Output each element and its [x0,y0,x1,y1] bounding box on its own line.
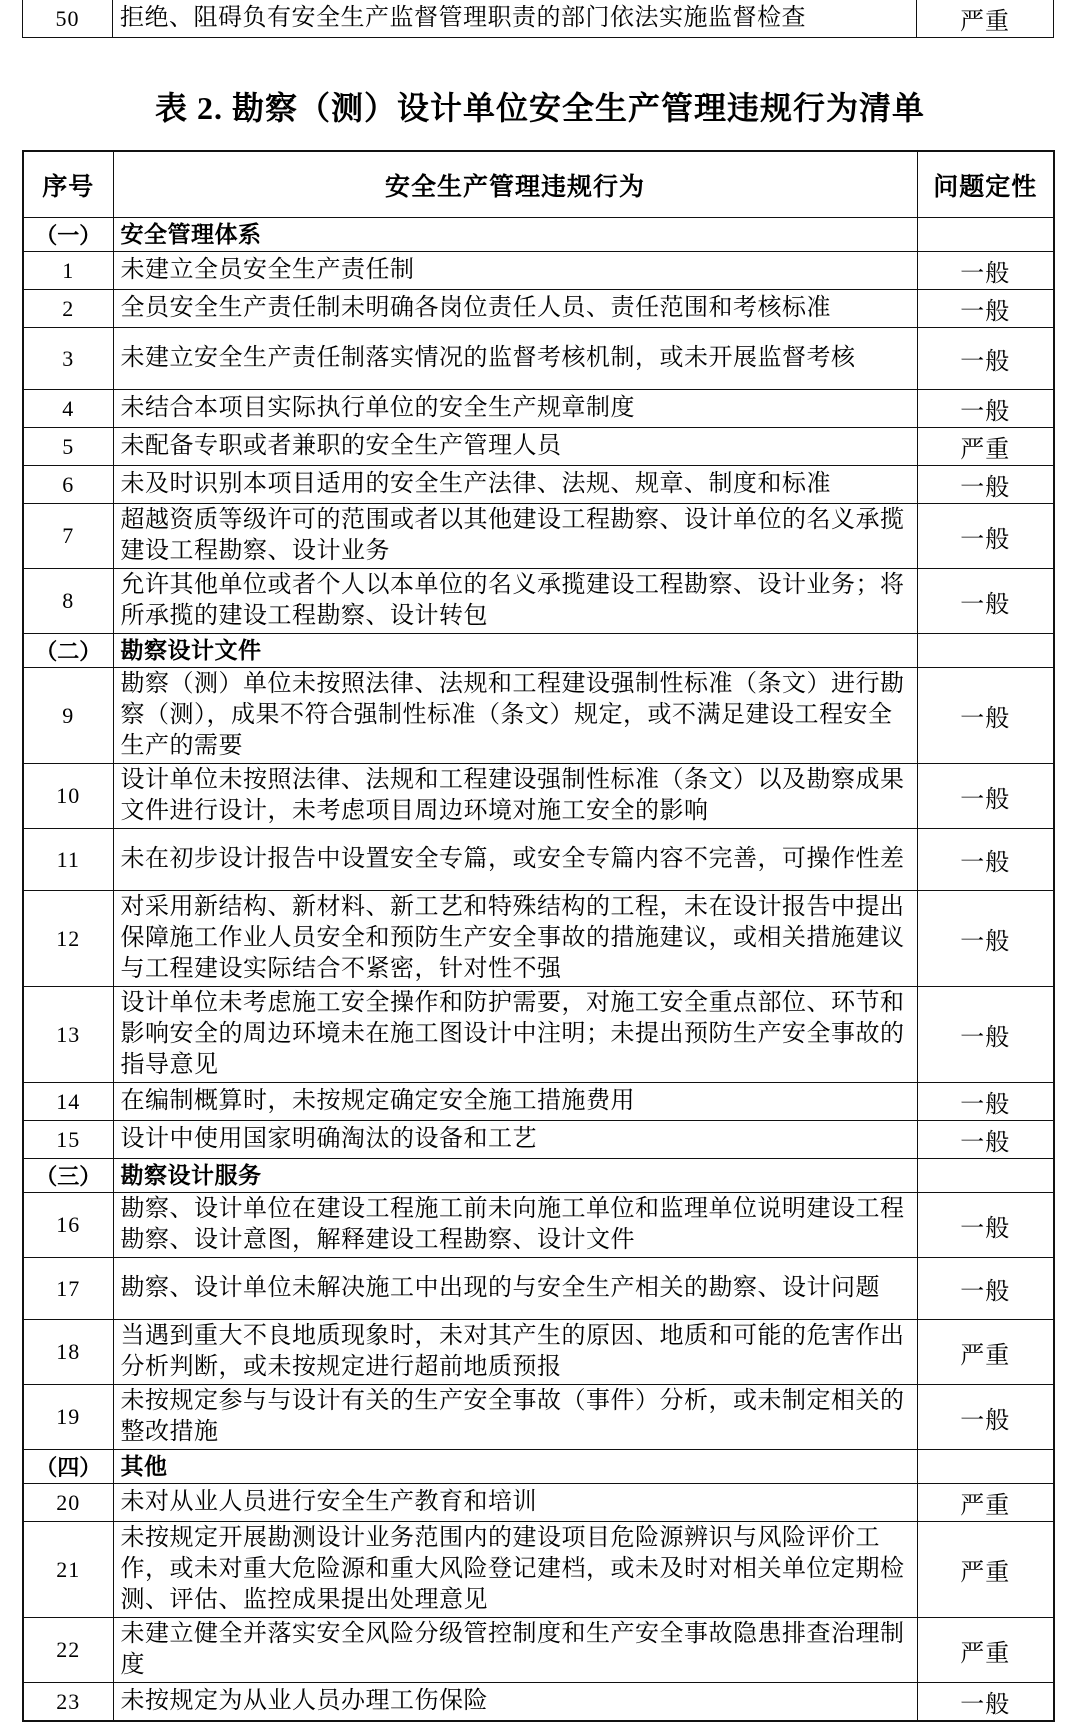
row-number-cell: （三） [23,1159,113,1193]
table-row [23,1385,1054,1450]
row-number-cell: 16 [23,1193,113,1258]
row-number-cell: 7 [23,504,113,569]
severity-cell: 一般 [917,252,1054,290]
row-number-cell: 9 [23,668,113,764]
row-number-cell: 1 [23,252,113,290]
behavior-cell: 在编制概算时，未按规定确定安全施工措施费用 [113,1083,917,1121]
behavior-cell: 未按规定参与与设计有关的生产安全事故（事件）分析，或未制定相关的整改措施 [113,1385,917,1450]
severity-cell: 一般 [917,466,1054,504]
row-number-cell: 4 [23,390,113,428]
severity-cell: 严重 [917,1320,1054,1385]
severity-cell [917,1450,1054,1484]
severity-cell: 一般 [917,1083,1054,1121]
section-row [23,218,1054,252]
row-number-cell: 5 [23,428,113,466]
behavior-cell: 勘察设计服务 [113,1159,917,1193]
behavior-cell: 勘察、设计单位未解决施工中出现的与安全生产相关的勘察、设计问题 [113,1258,917,1320]
severity-cell: 一般 [917,390,1054,428]
behavior-cell: 未结合本项目实际执行单位的安全生产规章制度 [113,390,917,428]
row-number-cell: 10 [23,764,113,829]
severity-cell: 一般 [917,987,1054,1083]
row-number-cell: 15 [23,1121,113,1159]
table-row [23,1683,1054,1722]
row-number-cell: 21 [23,1522,113,1618]
table-row [23,1258,1054,1320]
row-number-cell: 3 [23,328,113,390]
row-number-cell: 50 [23,0,113,38]
table-row [23,1121,1054,1159]
behavior-cell: 设计中使用国家明确淘汰的设备和工艺 [113,1121,917,1159]
table-row [23,0,1054,38]
behavior-cell: 超越资质等级许可的范围或者以其他建设工程勘察、设计单位的名义承揽建设工程勘察、设计业务 [113,504,917,569]
row-number-cell: 23 [23,1683,113,1722]
behavior-cell: 未建立安全生产责任制落实情况的监督考核机制，或未开展监督考核 [113,328,917,390]
table-row [23,1083,1054,1121]
table-row [23,1193,1054,1258]
page-title: 表 2. 勘察（测）设计单位安全生产管理违规行为清单 [154,90,925,126]
behavior-cell: 未按规定为从业人员办理工伤保险 [113,1683,917,1722]
behavior-cell: 未配备专职或者兼职的安全生产管理人员 [113,428,917,466]
row-number-cell: 19 [23,1385,113,1450]
carryover-table-body [23,0,1054,38]
behavior-cell: 未建立健全并落实安全风险分级管控制度和生产安全事故隐患排查治理制度 [113,1618,917,1683]
table-row [23,252,1054,290]
row-number-cell: 2 [23,290,113,328]
table-row [23,428,1054,466]
severity-cell: 一般 [917,668,1054,764]
table-row [23,569,1054,634]
severity-cell [917,1159,1054,1193]
behavior-cell: 勘察（测）单位未按照法律、法规和工程建设强制性标准（条文）进行勘察（测），成果不符合强制性标准（条文）规定，或不满足建设工程安全生产的需要 [113,668,917,764]
severity-cell: 一般 [917,1121,1054,1159]
severity-cell [917,218,1054,252]
behavior-cell: 未在初步设计报告中设置安全专篇，或安全专篇内容不完善，可操作性差 [113,829,917,891]
severity-cell: 一般 [917,290,1054,328]
main-table [22,150,1055,1722]
severity-cell: 严重 [917,0,1054,38]
severity-cell: 一般 [917,764,1054,829]
severity-cell: 一般 [917,829,1054,891]
row-number-cell: 20 [23,1484,113,1522]
row-number-cell: （四） [23,1450,113,1484]
row-number-cell: 8 [23,569,113,634]
behavior-cell: 安全管理体系 [113,218,917,252]
severity-cell: 一般 [917,504,1054,569]
table-row [23,390,1054,428]
severity-cell: 一般 [917,1385,1054,1450]
table-row [23,1618,1054,1683]
severity-cell: 一般 [917,891,1054,987]
main-table-body [23,218,1054,1722]
severity-cell: 一般 [917,1193,1054,1258]
row-number-cell: （二） [23,634,113,668]
behavior-cell: 设计单位未考虑施工安全操作和防护需要，对施工安全重点部位、环节和影响安全的周边环境未在施工图设计中注明；未提出预防生产安全事故的指导意见 [113,987,917,1083]
header-row [23,151,1054,218]
behavior-cell: 勘察、设计单位在建设工程施工前未向施工单位和监理单位说明建设工程勘察、设计意图，解释建设工程勘察、设计文件 [113,1193,917,1258]
header-no: 序号 [23,151,113,218]
behavior-cell: 未按规定开展勘测设计业务范围内的建设项目危险源辨识与风险评价工作，或未对重大危险源和重大风险登记建档，或未及时对相关单位定期检测、评估、监控成果提出处理意见 [113,1522,917,1618]
behavior-cell: 当遇到重大不良地质现象时，未对其产生的原因、地质和可能的危害作出分析判断，或未按规定进行超前地质预报 [113,1320,917,1385]
row-number-cell: （一） [23,218,113,252]
row-number-cell: 6 [23,466,113,504]
table-row [23,891,1054,987]
header-severity: 问题定性 [917,151,1054,218]
table-row [23,504,1054,569]
severity-cell: 一般 [917,328,1054,390]
row-number-cell: 18 [23,1320,113,1385]
row-number-cell: 11 [23,829,113,891]
row-number-cell: 14 [23,1083,113,1121]
section-row [23,1450,1054,1484]
severity-cell: 一般 [917,1258,1054,1320]
table-row [23,1522,1054,1618]
behavior-cell: 未及时识别本项目适用的安全生产法律、法规、规章、制度和标准 [113,466,917,504]
behavior-cell: 对采用新结构、新材料、新工艺和特殊结构的工程，未在设计报告中提出保障施工作业人员安全和预防生产安全事故的措施建议，或相关措施建议与工程建设实际结合不紧密，针对性不强 [113,891,917,987]
severity-cell: 严重 [917,1618,1054,1683]
severity-cell: 一般 [917,569,1054,634]
severity-cell: 严重 [917,1522,1054,1618]
behavior-cell: 允许其他单位或者个人以本单位的名义承揽建设工程勘察、设计业务；将所承揽的建设工程勘察、设计转包 [113,569,917,634]
severity-cell: 严重 [917,428,1054,466]
table-row [23,1484,1054,1522]
behavior-cell: 未对从业人员进行安全生产教育和培训 [113,1484,917,1522]
section-row [23,634,1054,668]
table-row [23,987,1054,1083]
severity-cell: 一般 [917,1683,1054,1722]
row-number-cell: 13 [23,987,113,1083]
row-number-cell: 12 [23,891,113,987]
table-row [23,1320,1054,1385]
main-table-header [23,151,1054,218]
table-row [23,290,1054,328]
table-row [23,466,1054,504]
section-row [23,1159,1054,1193]
behavior-cell: 全员安全生产责任制未明确各岗位责任人员、责任范围和考核标准 [113,290,917,328]
severity-cell [917,634,1054,668]
header-behavior: 安全生产管理违规行为 [113,151,917,218]
behavior-cell: 勘察设计文件 [113,634,917,668]
behavior-cell: 未建立全员安全生产责任制 [113,252,917,290]
carryover-table [22,0,1054,38]
table-row [23,829,1054,891]
behavior-cell: 设计单位未按照法律、法规和工程建设强制性标准（条文）以及勘察成果文件进行设计，未考虑项目周边环境对施工安全的影响 [113,764,917,829]
table-row [23,668,1054,764]
table-row [23,764,1054,829]
behavior-cell: 其他 [113,1450,917,1484]
row-number-cell: 17 [23,1258,113,1320]
severity-cell: 严重 [917,1484,1054,1522]
behavior-cell: 拒绝、阻碍负有安全生产监督管理职责的部门依法实施监督检查 [113,0,917,38]
row-number-cell: 22 [23,1618,113,1683]
table-row [23,328,1054,390]
